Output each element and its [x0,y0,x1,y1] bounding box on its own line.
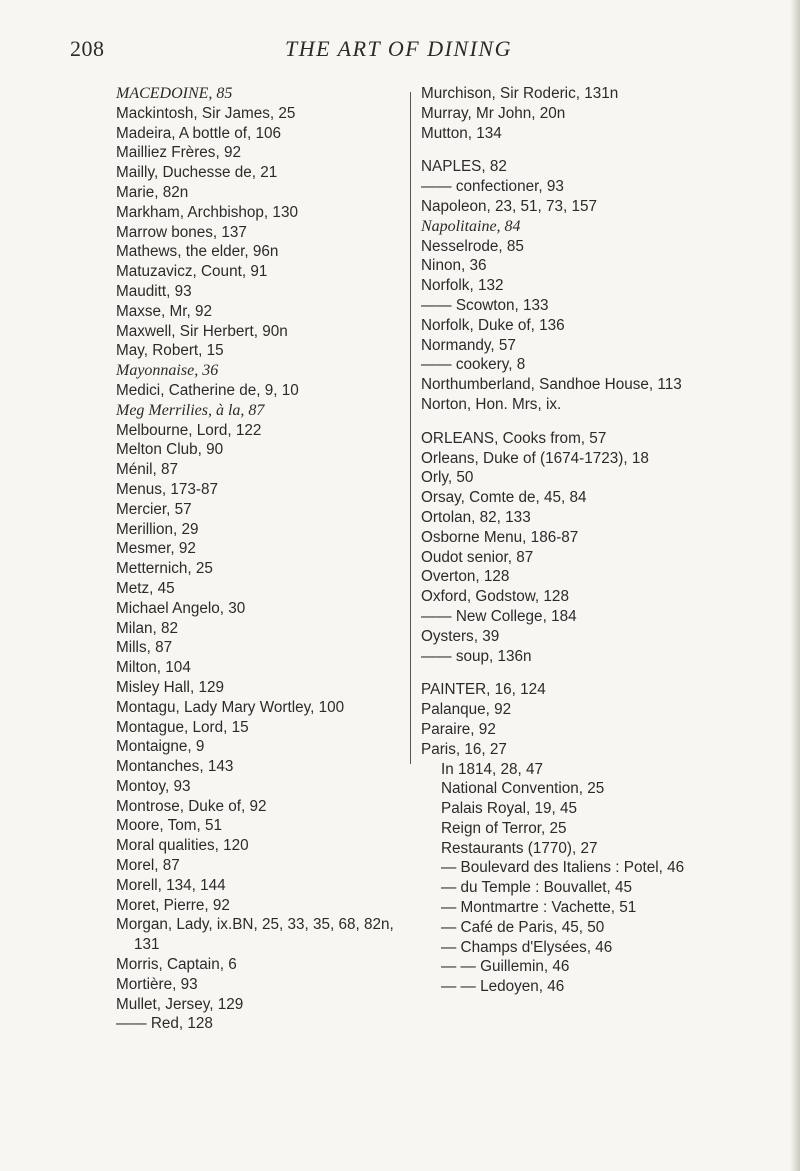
index-entry: Medici, Catherine de, 9, 10 [116,381,299,399]
index-entry: May, Robert, 15 [116,342,224,360]
index-entry: Moret, Pierre, 92 [116,896,230,914]
index-entry: Paris, 16, 27 [421,740,507,758]
index-entry: Mailly, Duchesse de, 21 [116,164,278,182]
index-entry: Ortolan, 82, 133 [421,508,531,526]
index-entry: Ménil, 87 [116,461,179,479]
index-entry: ORLEANS, Cooks from, 57 [421,429,607,447]
index-entry: Restaurants (1770), 27 [441,839,598,857]
index-entry: Nesselrode, 85 [421,237,524,255]
index-entry: Moral qualities, 120 [116,837,249,855]
index-entry: Markham, Archbishop, 130 [116,203,298,221]
index-entry: Marrow bones, 137 [116,223,247,241]
index-entry: Paraire, 92 [421,720,496,738]
page-edge-shadow [790,0,800,1171]
index-entry: Morell, 134, 144 [116,876,226,894]
index-entry: Mackintosh, Sir James, 25 [116,104,296,122]
index-entry: — Café de Paris, 45, 50 [441,918,605,936]
index-entry: Mayonnaise, 36 [116,362,219,380]
index-entry: Marie, 82n [116,183,189,201]
index-entry: National Convention, 25 [441,780,605,798]
index-entry: Mathews, the elder, 96n [116,243,279,261]
index-entry: Montoy, 93 [116,777,191,795]
index-entry: —— soup, 136n [421,647,532,665]
index-entry: Moore, Tom, 51 [116,817,222,835]
index-entry: Melbourne, Lord, 122 [116,421,262,439]
index-entry: In 1814, 28, 47 [441,760,544,778]
index-entry: Orly, 50 [421,469,474,487]
index-entry: Napoleon, 23, 51, 73, 157 [421,197,598,215]
index-entry: Ninon, 36 [421,257,487,275]
index-entry: Menus, 173-87 [116,480,219,498]
index-entry: — — Ledoyen, 46 [441,978,565,996]
index-entry: Overton, 128 [421,568,510,586]
index-entry: Madeira, A bottle of, 106 [116,124,281,142]
running-title: THE ART OF DINING [285,36,512,61]
index-entry: Montanches, 143 [116,758,234,776]
index-entry: — — Guillemin, 46 [441,958,570,976]
index-entry: —— confectioner, 93 [421,178,564,196]
index-entry: Morel, 87 [116,857,180,875]
index-entry: Maxwell, Sir Herbert, 90n [116,322,288,340]
index-entry: Northumberland, Sandhoe House, 113 [421,376,682,394]
column-divider [410,92,411,764]
index-entry: Mailliez Frères, 92 [116,144,241,162]
index-entry: Norton, Hon. Mrs, ix. [421,395,562,413]
index-entry: Montagu, Lady Mary Wortley, 100 [116,698,345,716]
index-entry: Mullet, Jersey, 129 [116,995,244,1013]
index-entry: Orsay, Comte de, 45, 84 [421,489,587,507]
index-entry: Normandy, 57 [421,336,516,354]
index-entry: Montague, Lord, 15 [116,718,249,736]
index-entry: Orleans, Duke of (1674-1723), 18 [421,449,649,467]
index-entry: Oysters, 39 [421,627,500,645]
index-entry: Mauditt, 93 [116,282,192,300]
page-header [70,36,710,66]
index-entry: PAINTER, 16, 124 [421,681,546,699]
index-entry: Mercier, 57 [116,500,192,518]
index-entry: MACEDOINE, 85 [116,85,233,102]
index-entry: — Montmartre : Vachette, 51 [441,899,637,917]
page-number: 208 [70,36,105,61]
index-entry: Morgan, Lady, ix.BN, 25, 33, 35, 68, 82n, 131 [116,916,394,954]
index-entry: Milton, 104 [116,659,191,677]
index-entry: Matuzavicz, Count, 91 [116,263,268,281]
index-column-right [421,84,721,997]
index-entry: Morris, Captain, 6 [116,956,237,974]
index-entry: Melton Club, 90 [116,441,224,459]
index-entry: Montrose, Duke of, 92 [116,797,267,815]
index-entry: Meg Merrilies, à la, 87 [116,401,265,419]
index-entry: Murchison, Sir Roderic, 131n [421,85,619,102]
index-entry: Metternich, 25 [116,560,213,578]
index-entry: Mutton, 134 [421,124,502,142]
index-entry: —— Red, 128 [116,1015,213,1033]
index-entry: Reign of Terror, 25 [441,819,567,837]
index-entry: Norfolk, Duke of, 136 [421,316,565,334]
index-entry: —— New College, 184 [421,607,577,625]
index-entry: Murray, Mr John, 20n [421,104,566,122]
index-entry: Metz, 45 [116,579,175,597]
index-entry: Misley Hall, 129 [116,678,224,696]
index-entry: Oxford, Godstow, 128 [421,588,569,606]
index-entry: Maxse, Mr, 92 [116,302,213,320]
index-entry: Palanque, 92 [421,701,512,719]
index-entry: Michael Angelo, 30 [116,599,246,617]
index-entry: —— cookery, 8 [421,356,526,374]
index-entry: Norfolk, 132 [421,277,504,295]
index-column-left [116,84,396,1034]
index-entry: Milan, 82 [116,619,179,637]
index-entry: — du Temple : Bouvallet, 45 [441,879,633,897]
index-entry: Montaigne, 9 [116,738,205,756]
index-entry: Palais Royal, 19, 45 [441,800,578,818]
index-entry: Mills, 87 [116,639,173,657]
index-entry: Mortière, 93 [116,975,198,993]
index-entry: —— Scowton, 133 [421,296,549,314]
index-entry: Merillion, 29 [116,520,199,538]
index-entry: Mesmer, 92 [116,540,196,558]
index-entry: Napolitaine, 84 [421,217,521,235]
index-entry: NAPLES, 82 [421,158,507,176]
index-entry: — Boulevard des Italiens : Potel, 46 [441,859,685,877]
index-entry: — Champs d'Elysées, 46 [441,938,613,956]
index-entry: Oudot senior, 87 [421,548,534,566]
index-entry: Osborne Menu, 186-87 [421,528,579,546]
